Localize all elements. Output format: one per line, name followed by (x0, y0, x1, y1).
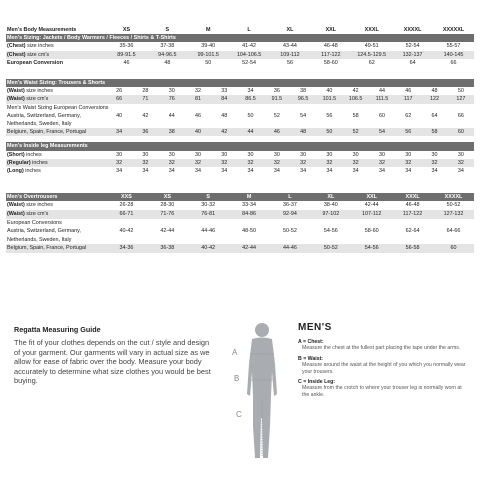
legend-item-desc: Measure around the waist at the height of you which you normally wear your trousers. (302, 361, 466, 375)
table-cell: 34 (431, 168, 438, 175)
table-cell: 30 (378, 151, 385, 158)
table-cell: 54-56 (351, 244, 392, 253)
table-cell: 122 (421, 95, 447, 103)
table-cell: 32 (421, 159, 447, 167)
table-row (6, 128, 474, 136)
table-cell: 30 (273, 151, 280, 158)
table-row (6, 95, 474, 103)
table-cell (159, 120, 185, 128)
measuring-guide (14, 325, 214, 386)
table-cell: 30 (168, 88, 175, 95)
row-label-bold: (Chest) (7, 43, 26, 50)
table-cell: 50-52 (283, 228, 297, 235)
table-cell (421, 120, 447, 128)
table-cell: 42-44 (364, 202, 379, 209)
table-cell: 46-48 (323, 43, 338, 50)
size-header: S (188, 193, 229, 201)
table-cell: 56 (395, 128, 421, 136)
table-cell (433, 236, 474, 245)
table-cell: 30 (326, 151, 333, 158)
table-cell: 50-52 (310, 244, 351, 253)
table-cell: 34 (405, 168, 412, 175)
row-label-bold: European Conversion (7, 59, 64, 66)
table-cell: 99-101.5 (188, 51, 229, 59)
table-row (6, 244, 474, 253)
table-cell: 32 (194, 88, 201, 95)
table-cell: 56 (286, 59, 293, 66)
table-cell: 32 (159, 159, 185, 167)
table-cell (290, 120, 316, 128)
table-cell (106, 120, 132, 128)
european-title: European Conversions (7, 219, 62, 226)
table-cell: 26-28 (119, 202, 134, 209)
table-cell: 36-37 (283, 202, 297, 209)
table-cell: 34 (378, 168, 385, 175)
table-cell: 34 (168, 168, 175, 175)
size-header: XXXXXL (442, 27, 465, 33)
table-cell: 56 (326, 112, 333, 119)
european-title-row (6, 104, 474, 112)
table-cell: 60 (433, 244, 474, 253)
table-header-row (6, 26, 474, 34)
table-row (6, 236, 474, 245)
table-cell: 32 (264, 159, 290, 167)
person-silhouette-icon (228, 318, 288, 468)
size-header: XXXL (364, 27, 379, 33)
row-label-rest: inches (24, 151, 42, 158)
section-title: Men's Waist Sizing: Trousers & Shorts (6, 79, 474, 87)
table-row (6, 151, 474, 159)
table-row (6, 201, 474, 210)
size-header: L (247, 27, 251, 33)
row-label (6, 201, 106, 210)
table-cell: 64 (431, 112, 438, 119)
table-cell (211, 120, 237, 128)
table-cell: 32 (211, 159, 237, 167)
table-cell: 32 (106, 159, 132, 167)
size-header: XXS (106, 193, 147, 201)
table-cell: 106.5 (343, 95, 369, 103)
legend-item-waist (298, 356, 468, 376)
row-label (6, 151, 106, 159)
row-label-rest: size inches (24, 88, 53, 95)
table-cell: 117-122 (310, 51, 351, 59)
table-cell: 30 (457, 151, 464, 158)
row-label-rest: size cm's (24, 211, 49, 218)
size-tables (6, 26, 474, 253)
legend-title: MEN'S (298, 322, 332, 333)
table-cell: 42 (142, 112, 149, 119)
row-label-rest: size cm's (24, 96, 49, 103)
row-label (6, 159, 106, 167)
table-cell: 76-81 (188, 210, 229, 219)
section-bar (6, 34, 474, 42)
guide-title: Regatta Measuring Guide (14, 325, 101, 334)
table-cell: 40 (185, 128, 211, 136)
table-cell: 44-46 (270, 244, 311, 253)
table-cell (237, 120, 263, 128)
table-row (6, 87, 474, 95)
european-title-row (6, 219, 474, 228)
table-cell: 34 (326, 168, 333, 175)
table-cell: 42 (352, 88, 359, 95)
row-label (6, 51, 106, 59)
table-cell: 32 (343, 159, 369, 167)
table-cell: 36-38 (147, 244, 188, 253)
table-title: Men's Body Measurements (7, 27, 77, 33)
table-cell (316, 120, 342, 128)
table-cell: 42-44 (160, 228, 175, 235)
table-cell (310, 236, 351, 245)
table-cell: 32 (369, 159, 395, 167)
table-cell: 56-58 (392, 244, 433, 253)
table-cell: 54-56 (323, 228, 338, 235)
table-cell: 58 (352, 112, 359, 119)
table-cell: 40-42 (119, 228, 134, 235)
table-cell: 30 (116, 151, 123, 158)
table-cell (229, 236, 270, 245)
table-cell: 46 (194, 112, 201, 119)
table-cell: 38 (159, 128, 185, 136)
table-cell: 107-112 (351, 210, 392, 219)
legend-item-chest (298, 339, 468, 352)
table-cell: 52-54 (405, 43, 420, 50)
table-cell: 84-86 (229, 210, 270, 219)
table-cell: 66-71 (106, 210, 147, 219)
table-cell: 127 (448, 95, 474, 103)
table-cell: 30-32 (201, 202, 216, 209)
table-cell: 58-60 (364, 228, 379, 235)
label-a: A (232, 348, 238, 357)
table-cell: 34 (106, 128, 132, 136)
table-cell: 71 (132, 95, 158, 103)
row-label-rest: inches (23, 168, 41, 175)
guide-text: The fit of your clothes depends on the cut / style and design of your garment. Our garments will vary in actual size as we allow for ease of fabric over the body. Measure your body accurately to determine what size clothes you would be best buying. (14, 338, 211, 386)
table-cell: 50 (457, 88, 464, 95)
table-cell: 32 (448, 159, 474, 167)
table-cell: 34 (247, 168, 254, 175)
table-cell: 89-91.5 (106, 51, 147, 59)
table-cell (132, 120, 158, 128)
row-label (6, 42, 106, 50)
mens-inside-leg-table (6, 142, 474, 175)
table-cell: 38 (300, 88, 307, 95)
table-cell: 62-64 (405, 228, 420, 235)
row-label-bold: (Waist) (7, 88, 25, 95)
table-cell: 30 (352, 151, 359, 158)
table-cell: 58 (421, 128, 447, 136)
table-cell: 40 (326, 88, 333, 95)
row-label-rest: size inches (24, 202, 53, 209)
label-c: C (236, 410, 242, 419)
table-cell: 48-50 (242, 228, 256, 235)
table-cell (343, 120, 369, 128)
table-cell: 34 (221, 168, 228, 175)
table-cell: 32 (132, 159, 158, 167)
table-cell: 76 (159, 95, 185, 103)
table-cell: 66 (457, 112, 464, 119)
table-cell: 48 (290, 128, 316, 136)
table-cell: 34 (457, 168, 464, 175)
table-cell: 28-30 (160, 202, 175, 209)
mens-overtrousers-table (6, 193, 474, 253)
table-cell: 41-42 (242, 43, 256, 50)
table-cell: 127-132 (433, 210, 474, 219)
table-row (6, 51, 474, 59)
table-cell (351, 236, 392, 245)
table-cell: 50 (205, 59, 212, 66)
table-cell: 50 (247, 112, 254, 119)
table-cell (270, 236, 311, 245)
table-cell: 48 (164, 59, 171, 66)
table-cell: 66 (450, 59, 457, 66)
size-header: L (270, 193, 311, 201)
table-cell: 30 (431, 151, 438, 158)
table-cell (188, 236, 229, 245)
table-cell: 30 (194, 151, 201, 158)
table-header-row (6, 193, 474, 201)
table-cell: 50 (316, 128, 342, 136)
european-title: Men's Waist Sizing European Conversions (7, 104, 109, 111)
size-header: XXXXL (403, 27, 422, 33)
table-cell: 44 (168, 112, 175, 119)
table-cell: 32 (316, 159, 342, 167)
table-cell: 92-94 (270, 210, 311, 219)
row-label (6, 87, 106, 95)
table-cell: 55-57 (446, 43, 461, 50)
table-cell: 33 (221, 88, 228, 95)
size-header: XXL (351, 193, 392, 201)
size-header: S (165, 27, 170, 33)
section-title: Men's Sizing: Jackets / Body Warmers / Fleeces / Shirts & T-Shirts (6, 34, 474, 42)
table-cell: 48 (221, 112, 228, 119)
table-cell: 40-42 (188, 244, 229, 253)
row-label-rest: size cm's (25, 51, 50, 58)
table-cell: 48 (431, 88, 438, 95)
table-cell: 37-38 (160, 43, 175, 50)
table-row (6, 59, 474, 67)
table-cell: 34 (194, 168, 201, 175)
table-cell: 104-106.5 (229, 51, 270, 59)
row-label (6, 59, 106, 67)
row-label-bold: (Waist) (7, 211, 25, 218)
table-cell: 30 (221, 151, 228, 158)
table-cell: 44-46 (201, 228, 216, 235)
table-row (6, 159, 474, 167)
table-cell: 96.5 (290, 95, 316, 103)
table-cell (147, 236, 188, 245)
table-cell (106, 236, 147, 245)
table-cell: 44 (378, 88, 385, 95)
size-header: XS (147, 193, 188, 201)
table-cell: 34 (247, 88, 254, 95)
size-header: XS (122, 27, 131, 33)
table-cell: 62 (405, 112, 412, 119)
legend-item-head: C = Inside Leg: (298, 379, 336, 386)
table-cell: 132-137 (392, 51, 433, 59)
legend-item-desc: Measure the chest at the fullest part placing the tape under the arms. (302, 345, 461, 351)
label-b: B (234, 374, 240, 383)
table-cell: 38-40 (323, 202, 338, 209)
table-cell: 39-40 (201, 43, 216, 50)
table-cell: 117-122 (392, 210, 433, 219)
table-cell: 26 (116, 88, 123, 95)
row-label: Netherlands, Sweden, Italy (7, 236, 72, 243)
table-cell: 81 (185, 95, 211, 103)
table-cell: 52 (273, 112, 280, 119)
size-header: M (205, 27, 211, 33)
table-cell: 52-54 (242, 59, 256, 66)
table-cell: 40 (116, 112, 123, 119)
table-row (6, 112, 474, 120)
row-label (6, 210, 106, 219)
table-cell (395, 120, 421, 128)
table-cell: 42-44 (229, 244, 270, 253)
table-cell: 64-66 (446, 228, 461, 235)
table-cell: 66 (106, 95, 132, 103)
table-cell: 49-51 (364, 43, 379, 50)
table-cell: 34 (142, 168, 149, 175)
table-row (6, 120, 474, 128)
section-bar (6, 79, 474, 87)
table-cell: 86.5 (237, 95, 263, 103)
table-cell: 54 (369, 128, 395, 136)
row-label: Belgium, Spain, France, Portugal (6, 244, 106, 253)
legend-item-desc: Measure from the crotch to where your trouser leg is normally worn at the ankle. (302, 385, 462, 399)
table-cell: 111.5 (369, 95, 395, 103)
table-cell (264, 120, 290, 128)
table-cell: 84 (211, 95, 237, 103)
table-cell: 28 (142, 88, 149, 95)
size-header: XL (286, 27, 294, 33)
table-cell: 30 (168, 151, 175, 158)
table-cell: 71-76 (147, 210, 188, 219)
table-cell: 33-34 (242, 202, 256, 209)
table-cell: 43-44 (283, 43, 297, 50)
row-label-bold: (Waist) (7, 96, 25, 103)
size-header: XXXL (392, 193, 433, 201)
row-label-bold: (Regular) (7, 159, 31, 166)
table-cell: 42 (211, 128, 237, 136)
table-cell: 62 (368, 59, 375, 66)
row-label-rest: inches (30, 159, 48, 166)
row-label-bold: (Chest) (7, 51, 26, 58)
table-cell: 34 (116, 168, 123, 175)
table-cell: 32 (395, 159, 421, 167)
row-label-bold: (Waist) (7, 202, 25, 209)
table-cell: 46 (405, 88, 412, 95)
table-cell: 44 (237, 128, 263, 136)
table-cell: 58-60 (323, 59, 338, 66)
table-cell: 32 (290, 159, 316, 167)
size-header: M (229, 193, 270, 201)
table-cell: 32 (237, 159, 263, 167)
measurement-legend (298, 322, 468, 403)
table-cell (185, 120, 211, 128)
table-cell: 35-36 (119, 43, 134, 50)
table-cell: 46 (123, 59, 130, 66)
table-cell (392, 236, 433, 245)
table-row (6, 42, 474, 50)
table-cell: 140-145 (433, 51, 474, 59)
table-cell: 91.5 (264, 95, 290, 103)
table-cell: 34-36 (106, 244, 147, 253)
row-label-bold: (Short) (7, 151, 25, 158)
table-cell: 64 (409, 59, 416, 66)
table-cell: 101.5 (316, 95, 342, 103)
table-cell: 97-102 (310, 210, 351, 219)
mens-sizing-table (6, 26, 474, 67)
section-title: Men's Inside leg Measurements (6, 142, 474, 150)
table-cell: 52 (343, 128, 369, 136)
table-cell: 30 (405, 151, 412, 158)
row-label (6, 95, 106, 103)
table-cell: 34 (352, 168, 359, 175)
table-title: Men's Overtrousers (6, 193, 106, 201)
legend-item-head: A = Chest: (298, 339, 324, 345)
legend-item-inside-leg (298, 379, 468, 399)
row-label-rest: size inches (25, 43, 54, 50)
table-row (6, 227, 474, 236)
table-cell: 30 (142, 151, 149, 158)
table-cell: 60 (378, 112, 385, 119)
size-header: XXXXL (433, 193, 474, 201)
table-cell: 117 (395, 95, 421, 103)
body-figure (228, 318, 288, 468)
table-cell (448, 120, 474, 128)
table-cell: 30 (247, 151, 254, 158)
size-header: XXL (325, 27, 337, 33)
row-label: Austria, Switzerland, Germany, (7, 112, 81, 119)
row-label-bold: (Long) (7, 168, 24, 175)
table-cell (369, 120, 395, 128)
table-cell: 60 (448, 128, 474, 136)
table-cell: 36 (273, 88, 280, 95)
table-cell: 94-96.5 (147, 51, 188, 59)
table-cell: 54 (300, 112, 307, 119)
table-cell: 109-112 (270, 51, 311, 59)
size-header: XL (310, 193, 351, 201)
table-cell: 46-48 (405, 202, 420, 209)
section-bar (6, 142, 474, 150)
row-label: Belgium, Spain, France, Portugal (6, 128, 106, 136)
table-cell: 50-52 (446, 202, 461, 209)
table-row (6, 210, 474, 219)
row-label (6, 167, 106, 175)
mens-waist-table (6, 79, 474, 136)
table-cell: 46 (264, 128, 290, 136)
legend-item-head: B = Waist: (298, 355, 324, 362)
table-cell: 34 (300, 168, 307, 175)
table-cell: 124.5-129.5 (351, 51, 392, 59)
table-cell: 36 (132, 128, 158, 136)
table-cell: 32 (185, 159, 211, 167)
table-cell: 34 (273, 168, 280, 175)
table-cell: 30 (300, 151, 307, 158)
table-row (6, 167, 474, 175)
row-label: Austria, Switzerland, Germany, (7, 228, 81, 235)
row-label: Netherlands, Sweden, Italy (7, 121, 72, 128)
